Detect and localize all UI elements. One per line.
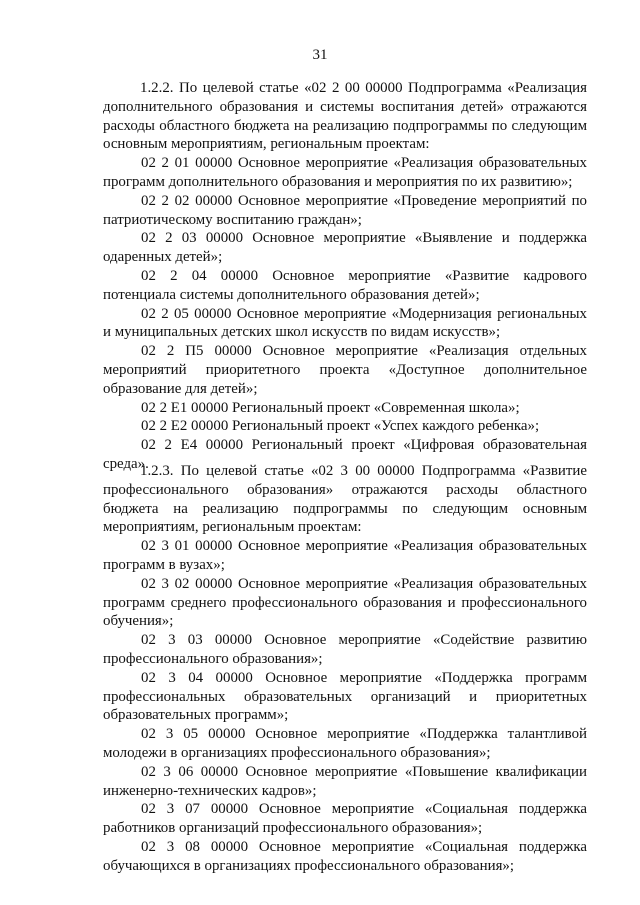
section-1-2-3 xyxy=(103,462,587,876)
section-heading: 1.2.2. По целевой статье «02 2 00 00000 Подпрограмма «Реализация дополнительного образования и системы воспитания детей» отражаются расходы областного бюджета на реализацию подпрограммы по следующим основным мероприятиям, региональным проектам: xyxy=(103,80,587,153)
list-item: 02 2 Е2 00000 Региональный проект «Успех каждого ребенка»; xyxy=(141,418,540,435)
list-item: 02 3 08 00000 Основное мероприятие «Социальная поддержка обучающихся в организациях профессионального образования»; xyxy=(103,838,587,874)
list-item: 02 3 01 00000 Основное мероприятие «Реализация образовательных программ в вузах»; xyxy=(103,538,587,573)
list-item: 02 2 Е1 00000 Региональный проект «Современная школа»; xyxy=(141,399,520,416)
section-1-2-2 xyxy=(103,79,587,474)
list-item: 02 2 Е4 00000 Региональный проект «Цифровая образовательная среда». xyxy=(103,437,587,472)
list-item: 02 3 03 00000 Основное мероприятие «Содействие развитию профессионального образования»; xyxy=(103,632,587,667)
list-item: 02 2 02 00000 Основное мероприятие «Проведение мероприятий по патриотическому воспитанию граждан»; xyxy=(103,192,587,228)
list-item: 02 2 П5 00000 Основное мероприятие «Реализация отдельных мероприятий приоритетного проекта «Доступное дополнительное образование для детей»; xyxy=(103,343,587,397)
list-item: 02 3 04 00000 Основное мероприятие «Поддержка программ профессиональных образовательных организаций и приоритетных образовательных программ»; xyxy=(103,669,587,724)
page-number: 31 xyxy=(312,47,328,63)
list-item: 02 3 06 00000 Основное мероприятие «Повышение квалификации инженерно-технических кадров»; xyxy=(103,763,587,799)
list-item: 02 2 04 00000 Основное мероприятие «Развитие кадрового потенциала системы дополнительного образования детей»; xyxy=(103,267,587,303)
list-item: 02 3 02 00000 Основное мероприятие «Реализация образовательных программ среднего профессионального образования и профессионального обучения»; xyxy=(103,575,587,630)
list-item: 02 2 05 00000 Основное мероприятие «Модернизация региональных и муниципальных детских школ искусств по видам искусств»; xyxy=(103,305,587,341)
list-item: 02 2 03 00000 Основное мероприятие «Выявление и поддержка одаренных детей»; xyxy=(103,230,587,266)
list-item: 02 2 01 00000 Основное мероприятие «Реализация образовательных программ дополнительного образования и мероприятия по их развитию»; xyxy=(103,155,587,190)
list-item: 02 3 05 00000 Основное мероприятие «Поддержка талантливой молодежи в организациях профессионального образования»; xyxy=(103,726,587,761)
section-heading: 1.2.3. По целевой статье «02 3 00 00000 Подпрограмма «Развитие профессионального образования» отражаются расходы областного бюджета на реализацию подпрограммы по следующим основным мероприятиям, региональным проектам: xyxy=(103,463,587,536)
list-item: 02 3 07 00000 Основное мероприятие «Социальная поддержка работников организаций профессионального образования»; xyxy=(103,801,587,837)
